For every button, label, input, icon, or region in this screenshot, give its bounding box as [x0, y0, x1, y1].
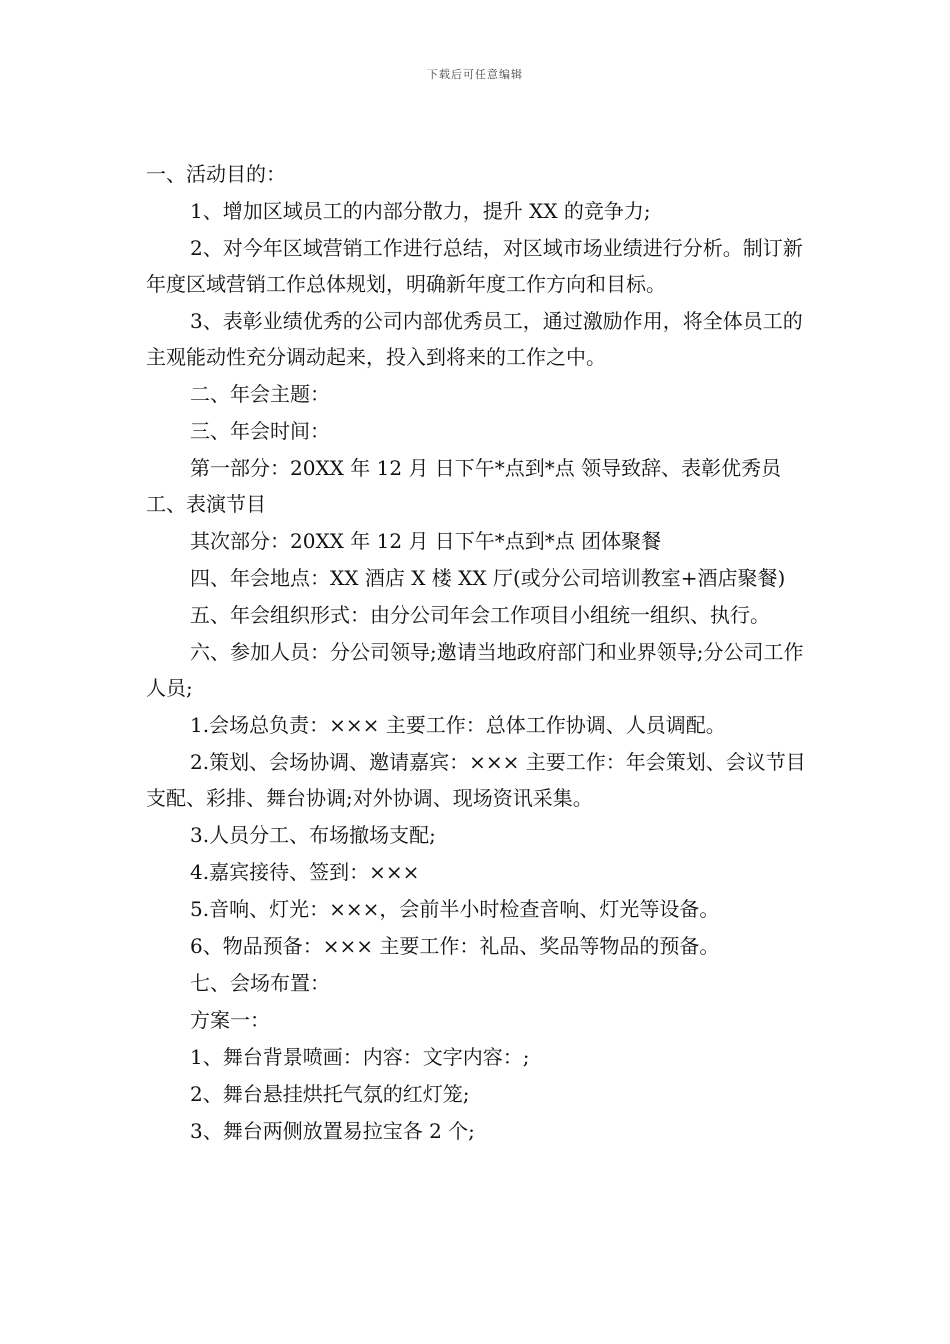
document-body: [146, 156, 810, 1150]
paragraph-section-3-title: 三、年会时间：: [190, 419, 330, 443]
paragraph: 2.策划、会场协调、邀请嘉宾：××× 主要工作：年会策划、会议节目支配、彩排、舞台协调;对外协调、现场资讯采集。: [146, 750, 806, 810]
paragraph: 3、表彰业绩优秀的公司内部优秀员工，通过激励作用，将全体员工的主观能动性充分调动起来，投入到将来的工作之中。: [146, 309, 803, 369]
paragraph: 2、对今年区域营销工作进行总结，对区域市场业绩进行分析。制订新年度区域营销工作总体规划，明确新年度工作方向和目标。: [146, 236, 803, 296]
paragraph-section-2-title: 二、年会主题：: [190, 382, 330, 406]
paragraph: 3.人员分工、布场撤场支配;: [190, 823, 436, 847]
paragraph-section-4-title: 四、年会地点：XX 酒店 X 楼 XX 厅(或分公司培训教室+酒店聚餐): [190, 566, 786, 590]
paragraph-section-5-title: 五、年会组织形式：由分公司年会工作项目小组统一组织、执行。: [190, 603, 770, 627]
paragraph: 1.会场总负责：××× 主要工作：总体工作协调、人员调配。: [190, 713, 726, 737]
paragraph: 3、舞台两侧放置易拉宝各 2 个;: [190, 1119, 475, 1143]
paragraph: 5.音响、灯光：×××，会前半小时检查音响、灯光等设备。: [190, 897, 720, 921]
paragraph: 第一部分：20XX 年 12 月 日下午*点到*点 领导致辞、表彰优秀员工、表演节目: [146, 456, 782, 516]
paragraph: 1、增加区域员工的内部分散力，提升 XX 的竞争力;: [190, 199, 651, 223]
paragraph: 2、舞台悬挂烘托气氛的红灯笼;: [190, 1082, 470, 1106]
paragraph: 方案一：: [190, 1008, 270, 1032]
paragraph-section-6-title: 六、参加人员：分公司领导;邀请当地政府部门和业界领导;分公司工作人员;: [146, 640, 804, 700]
page-header: 下载后可任意编辑: [427, 68, 523, 81]
paragraph: 6、物品预备：××× 主要工作：礼品、奖品等物品的预备。: [190, 934, 720, 958]
paragraph: 4.嘉宾接待、签到：×××: [190, 860, 420, 884]
paragraph: 其次部分：20XX 年 12 月 日下午*点到*点 团体聚餐: [190, 529, 662, 553]
paragraph: 1、舞台背景喷画：内容：文字内容：;: [190, 1045, 530, 1069]
paragraph-section-1-title: 一、活动目的：: [146, 162, 286, 186]
paragraph-section-7-title: 七、会场布置：: [190, 971, 330, 995]
